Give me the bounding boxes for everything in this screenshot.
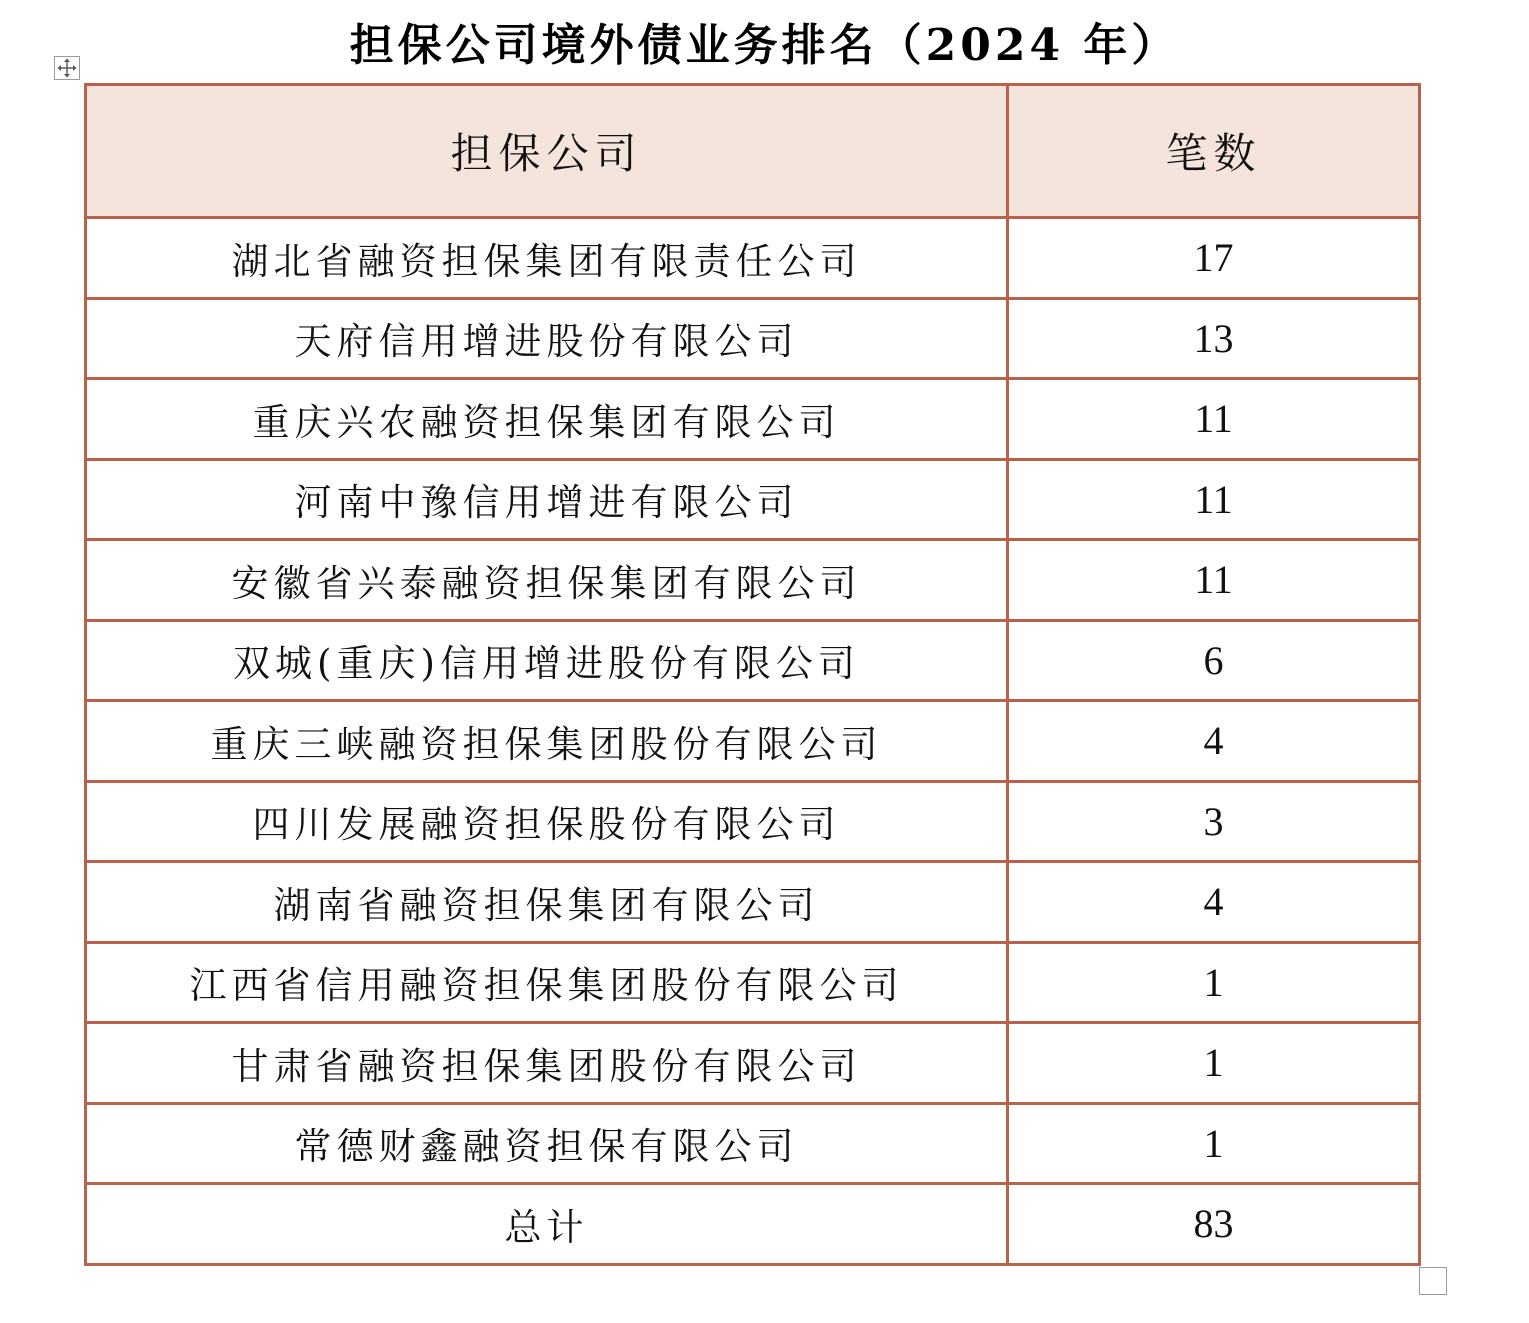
count-cell: 4	[1008, 701, 1420, 782]
table-row	[86, 298, 1420, 379]
count-cell: 3	[1008, 781, 1420, 862]
table-row	[86, 218, 1420, 299]
total-count: 83	[1008, 1184, 1420, 1265]
company-cell: 双城(重庆)信用增进股份有限公司	[86, 620, 1008, 701]
table-row	[86, 540, 1420, 621]
company-cell: 江西省信用融资担保集团股份有限公司	[86, 942, 1008, 1023]
header-company: 担保公司	[86, 85, 1008, 218]
table-move-handle[interactable]	[54, 56, 80, 80]
table-row	[86, 459, 1420, 540]
count-cell: 11	[1008, 459, 1420, 540]
table-row	[86, 379, 1420, 460]
table-row	[86, 620, 1420, 701]
company-cell: 湖北省融资担保集团有限责任公司	[86, 218, 1008, 299]
header-count: 笔数	[1008, 85, 1420, 218]
company-cell: 天府信用增进股份有限公司	[86, 298, 1008, 379]
count-cell: 17	[1008, 218, 1420, 299]
table-row	[86, 781, 1420, 862]
table-row	[86, 862, 1420, 943]
count-cell: 1	[1008, 1023, 1420, 1104]
total-label: 总计	[86, 1184, 1008, 1265]
company-cell: 甘肃省融资担保集团股份有限公司	[86, 1023, 1008, 1104]
table-row	[86, 1023, 1420, 1104]
table-header-row	[86, 85, 1420, 218]
company-cell: 四川发展融资担保股份有限公司	[86, 781, 1008, 862]
company-cell: 河南中豫信用增进有限公司	[86, 459, 1008, 540]
table-resize-handle-icon[interactable]	[1419, 1267, 1447, 1295]
count-cell: 1	[1008, 1103, 1420, 1184]
move-arrows-icon	[57, 58, 77, 78]
company-cell: 重庆兴农融资担保集团有限公司	[86, 379, 1008, 460]
company-cell: 安徽省兴泰融资担保集团有限公司	[86, 540, 1008, 621]
document-title: 担保公司境外债业务排名（2024 年）	[349, 20, 1180, 71]
table-row	[86, 701, 1420, 782]
count-cell: 6	[1008, 620, 1420, 701]
count-cell: 11	[1008, 540, 1420, 621]
table-row	[86, 1103, 1420, 1184]
count-cell: 11	[1008, 379, 1420, 460]
count-cell: 1	[1008, 942, 1420, 1023]
count-cell: 13	[1008, 298, 1420, 379]
company-cell: 重庆三峡融资担保集团股份有限公司	[86, 701, 1008, 782]
company-cell: 湖南省融资担保集团有限公司	[86, 862, 1008, 943]
ranking-table	[84, 83, 1421, 1266]
company-cell: 常德财鑫融资担保有限公司	[86, 1103, 1008, 1184]
table-row	[86, 942, 1420, 1023]
total-row	[86, 1184, 1420, 1265]
count-cell: 4	[1008, 862, 1420, 943]
